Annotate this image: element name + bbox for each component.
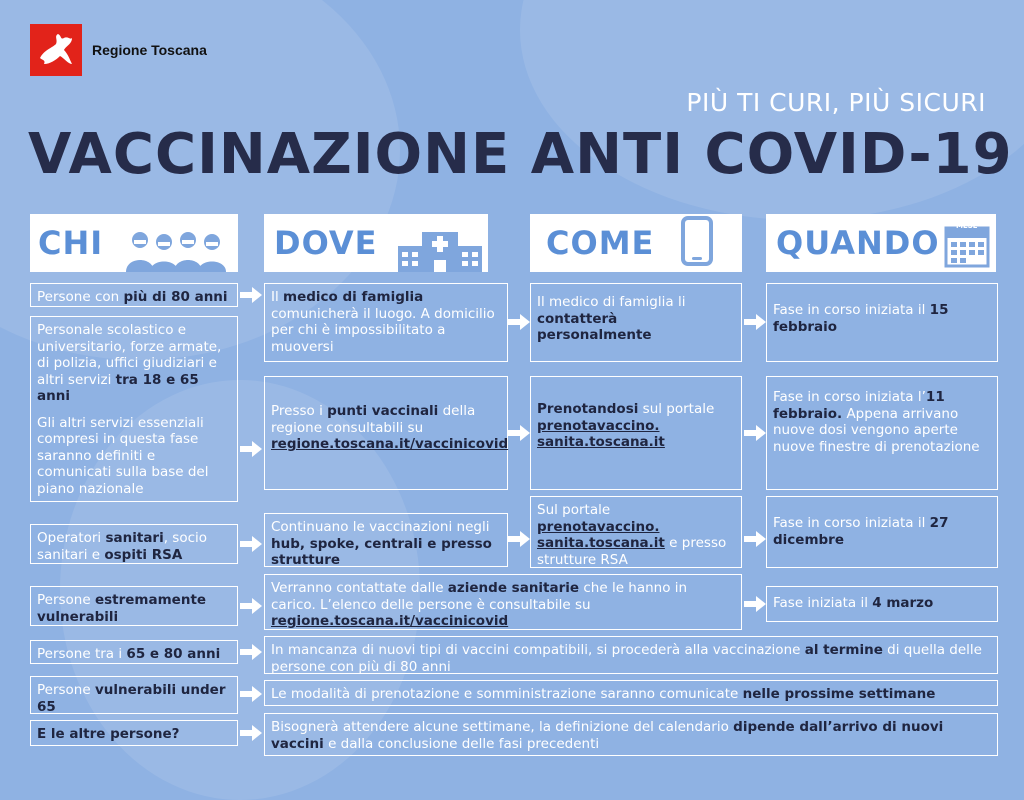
- highlight-text: sanitari: [105, 530, 164, 546]
- header-quando: [766, 214, 996, 272]
- text: In mancanza di nuovi tipi di vaccini compatibili, si procederà alla vaccinazione: [271, 642, 805, 658]
- arrow-right-icon: [744, 596, 766, 612]
- text: Fase in corso iniziata l’: [773, 389, 926, 405]
- highlight-text: al termine: [804, 642, 883, 658]
- text: Gli altri servizi essenziali compresi in questa fase saranno definiti e comunicati sulla base del piano nazionale: [37, 414, 209, 497]
- text: Verranno contattate dalle: [271, 580, 448, 596]
- text: Persone: [37, 682, 95, 698]
- chi-row-6: [30, 676, 238, 714]
- quando-row-3: [766, 496, 998, 568]
- highlight-text: ospiti RSA: [104, 546, 183, 563]
- highlight-text: vulnerabili under 65: [37, 682, 226, 715]
- dove-row-3: [264, 513, 508, 567]
- chi-row-5: [30, 640, 238, 664]
- text: comunicherà il luogo. A domicilio per chi è impossibilitato a muoversi: [271, 305, 495, 355]
- text: Sul portale: [537, 502, 611, 518]
- text: Persone con: [37, 289, 124, 305]
- header-label: QUANDO: [776, 224, 940, 262]
- arrow-right-icon: [744, 531, 766, 547]
- people-icon: [122, 228, 236, 272]
- highlight-text: estremamente vulnerabili: [37, 592, 207, 625]
- header-come: [530, 214, 742, 272]
- arrow-right-icon: [508, 425, 530, 441]
- dove-row-7: [264, 713, 998, 756]
- dove-row-4: [264, 574, 742, 630]
- highlight-text: 27 dicembre: [773, 515, 949, 548]
- quando-row-1: [766, 283, 998, 362]
- highlight-text: medico di famiglia: [283, 289, 424, 305]
- chi-row-7: [30, 720, 238, 746]
- arrow-right-icon: [240, 287, 262, 303]
- highlight-text: dipende dall’arrivo di nuovi vaccini: [271, 719, 944, 752]
- arrow-right-icon: [508, 531, 530, 547]
- quando-row-2: [766, 376, 998, 490]
- chi-row-1: [30, 283, 238, 307]
- brand-logo: [30, 24, 207, 76]
- text: sul portale: [638, 401, 715, 417]
- dove-row-6: [264, 680, 998, 706]
- text: Il: [271, 289, 284, 305]
- highlight-text: tra 18 e 65 anni: [37, 371, 199, 404]
- arrow-right-icon: [240, 725, 262, 741]
- text: , socio sanitari e: [37, 530, 208, 563]
- chi-row-4: [30, 586, 238, 626]
- arrow-right-icon: [240, 686, 262, 702]
- chi-row-2: [30, 316, 238, 502]
- prenotavaccino-link[interactable]: prenotavaccino. sanita.toscana.it: [537, 417, 665, 450]
- header-label: COME: [546, 224, 655, 262]
- text: Personale scolastico e universitario, forze armate, di polizia, uffici giudiziari e altri servizi: [37, 322, 222, 388]
- arrow-right-icon: [240, 644, 262, 660]
- quando-row-4: [766, 586, 998, 622]
- arrow-right-icon: [508, 314, 530, 330]
- come-row-2: [530, 376, 742, 490]
- highlight-text: 4 marzo: [872, 595, 934, 611]
- highlight-text: contatterà personalmente: [537, 310, 652, 343]
- text: Il medico di famiglia li: [537, 294, 686, 310]
- text: Fase in corso iniziata il: [773, 302, 930, 318]
- arrow-right-icon: [744, 425, 766, 441]
- pegasus-logo-icon: [30, 24, 82, 76]
- subtitle: PIÙ TI CURI, PIÙ SICURI: [686, 88, 986, 117]
- text: Persone: [37, 592, 95, 608]
- smartphone-icon: [680, 216, 714, 266]
- vaccinicovid-link[interactable]: regione.toscana.it/vaccinicovid: [271, 436, 509, 452]
- come-row-3: [530, 496, 742, 568]
- text: e dalla conclusione delle fasi precedenti: [323, 735, 600, 752]
- calendar-month-label: MESE: [956, 222, 978, 230]
- highlight-text: più di 80 anni: [123, 289, 228, 305]
- arrow-right-icon: [240, 598, 262, 614]
- hospital-icon: [396, 230, 484, 272]
- highlight-text: 15 febbraio: [773, 302, 949, 335]
- text: Persone tra i: [37, 646, 127, 662]
- dove-row-2: [264, 376, 508, 490]
- header-chi: [30, 214, 238, 272]
- brand-name: Regione Toscana: [92, 42, 207, 58]
- arrow-right-icon: [240, 536, 262, 552]
- highlight-text: hub, spoke, centrali e presso strutture: [271, 535, 492, 568]
- highlight-text: punti vaccinali: [327, 403, 439, 419]
- header-label: DOVE: [274, 224, 378, 262]
- highlight-text: E le altre persone?: [37, 726, 180, 742]
- text: che le hanno in carico. L’elenco delle persone è consultabile su: [271, 580, 688, 613]
- header-dove: [264, 214, 488, 272]
- highlight-text: Prenotandosi: [537, 401, 639, 417]
- highlight-text: aziende sanitarie: [447, 580, 580, 596]
- highlight-text: nelle prossime settimane: [742, 686, 936, 702]
- header-label: CHI: [38, 224, 104, 262]
- text: Continuano le vaccinazioni negli: [271, 519, 490, 535]
- chi-row-3: [30, 524, 238, 564]
- text: della regione consultabili su: [271, 403, 476, 436]
- vaccinicovid-link[interactable]: regione.toscana.it/vaccinicovid: [271, 613, 509, 629]
- come-row-1: [530, 283, 742, 362]
- text: Appena arrivano nuove dosi vengono aperte nuove finestre di prenotazione: [773, 405, 980, 455]
- text: di quella delle persone con più di 80 anni: [271, 642, 982, 675]
- prenotavaccino-link[interactable]: prenotavaccino. sanita.toscana.it: [537, 518, 665, 551]
- text: Presso i: [271, 403, 328, 419]
- highlight-text: 11 febbraio.: [773, 389, 945, 422]
- arrow-right-icon: [744, 314, 766, 330]
- text: Fase in corso iniziata il: [773, 515, 930, 531]
- text: e presso strutture RSA: [537, 535, 727, 568]
- text: Operatori: [37, 530, 106, 546]
- text: Le modalità di prenotazione e somministrazione saranno comunicate: [271, 686, 743, 702]
- dove-row-1: [264, 283, 508, 362]
- text: Fase iniziata il: [773, 595, 873, 611]
- highlight-text: 65 e 80 anni: [126, 646, 221, 662]
- dove-row-5: [264, 636, 998, 674]
- arrow-right-icon: [240, 441, 262, 457]
- page-title: VACCINAZIONE ANTI COVID-19: [28, 122, 1013, 187]
- text: Bisognerà attendere alcune settimane, la definizione del calendario: [271, 719, 734, 735]
